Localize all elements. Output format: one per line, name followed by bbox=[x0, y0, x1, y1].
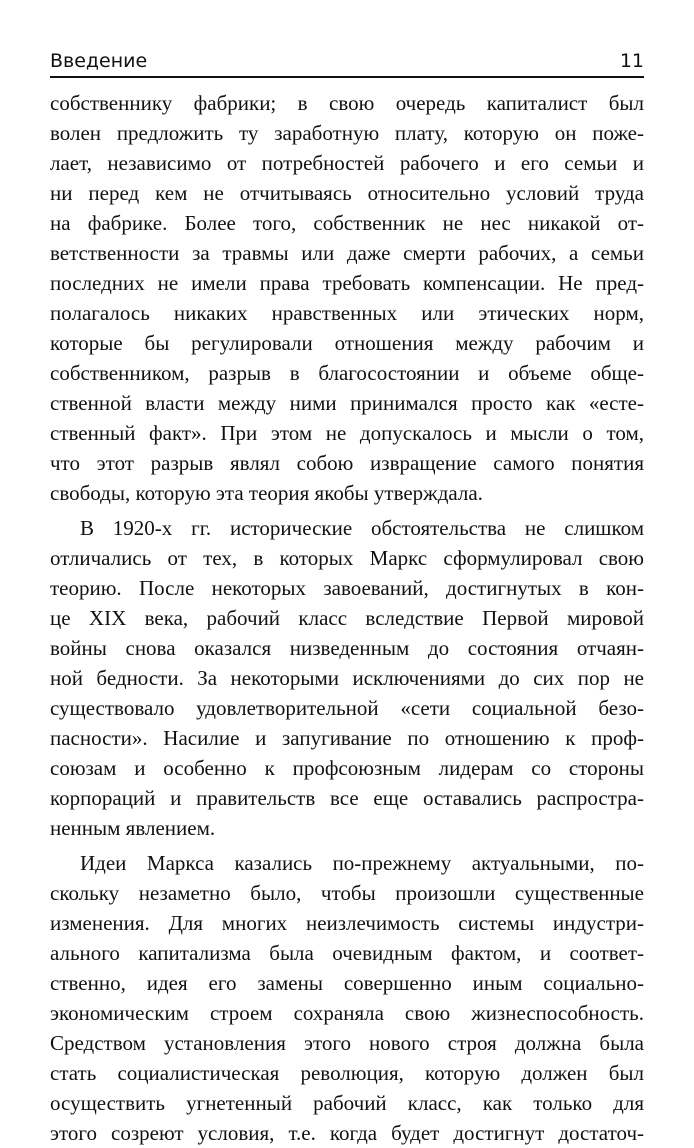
text-line: которые бы регулировали отношения между рабочим и bbox=[50, 331, 644, 355]
text-line: скольку незаметно было, чтобы произошли существенные bbox=[50, 881, 644, 905]
text-line: Идеи Маркса казались по-прежнему актуальными, по- bbox=[80, 851, 644, 875]
text-line: последних не имели права требовать компенсации. Не пред- bbox=[50, 271, 644, 295]
text-line: союзам и особенно к профсоюзным лидерам со стороны bbox=[50, 756, 644, 780]
text-line: теорию. После некоторых завоеваний, достигнутых в кон- bbox=[50, 576, 644, 600]
text-line: осуществить угнетенный рабочий класс, как только для bbox=[50, 1091, 644, 1115]
text-line: полагалось никаких нравственных или этических норм, bbox=[50, 301, 644, 325]
paragraph bbox=[50, 848, 644, 1148]
text-line: стать социалистическая революция, которую должен был bbox=[50, 1061, 644, 1085]
text-line: свободы, которую эта теория якобы утверждала. bbox=[50, 481, 483, 505]
text-line: отличались от тех, в которых Маркс сформулировал свою bbox=[50, 546, 644, 570]
text-line: волен предложить ту заработную плату, которую он поже- bbox=[50, 121, 644, 145]
section-title: Введение bbox=[50, 50, 148, 72]
header-rule bbox=[50, 76, 644, 78]
text-line: Средством установления этого нового строя должна была bbox=[50, 1031, 644, 1055]
paragraph bbox=[50, 88, 644, 508]
text-line: корпораций и правительств все еще оставались распростра- bbox=[50, 786, 644, 810]
text-line: ни перед кем не отчитываясь относительно условий труда bbox=[50, 181, 644, 205]
text-line: этого созреют условия, т.е. когда будет достигнут достаточ- bbox=[50, 1121, 644, 1145]
text-line: собственнику фабрики; в свою очередь капиталист был bbox=[50, 91, 644, 115]
text-line: В 1920-х гг. исторические обстоятельства не слишком bbox=[80, 516, 644, 540]
text-line: ненным явлением. bbox=[50, 816, 216, 840]
text-line: лает, независимо от потребностей рабочего и его семьи и bbox=[50, 151, 644, 175]
text-line: существовало удовлетворительной «сети социальной безо- bbox=[50, 696, 644, 720]
running-head bbox=[50, 42, 644, 74]
text-line: ального капитализма была очевидным фактом, и соответ- bbox=[50, 941, 644, 965]
text-line: ственно, идея его замены совершенно иным социально- bbox=[50, 971, 644, 995]
text-line: собственником, разрыв в благосостоянии и объеме обще- bbox=[50, 361, 644, 385]
page-number: 11 bbox=[619, 50, 644, 72]
text-line: ной бедности. За некоторыми исключениями до сих пор не bbox=[50, 666, 644, 690]
text-line: ственный факт». При этом не допускалось и мысли о том, bbox=[50, 421, 644, 445]
text-line: экономическим строем сохраняла свою жизнеспособность. bbox=[50, 1001, 644, 1025]
body-text bbox=[50, 88, 644, 1148]
paragraph bbox=[50, 513, 644, 843]
text-line: пасности». Насилие и запугивание по отношению к проф- bbox=[50, 726, 644, 750]
text-line: что этот разрыв являл собою извращение самого понятия bbox=[50, 451, 644, 475]
text-line: ственной власти между ними принимался просто как «есте- bbox=[50, 391, 644, 415]
text-line: це XIX века, рабочий класс вследствие Первой мировой bbox=[50, 606, 644, 630]
text-line: изменения. Для многих неизлечимость системы индустри- bbox=[50, 911, 644, 935]
text-line: ветственности за травмы или даже смерти рабочих, а семьи bbox=[50, 241, 644, 265]
text-line: войны снова оказался низведенным до состояния отчаян- bbox=[50, 636, 644, 660]
text-line: на фабрике. Более того, собственник не нес никакой от- bbox=[50, 211, 644, 235]
